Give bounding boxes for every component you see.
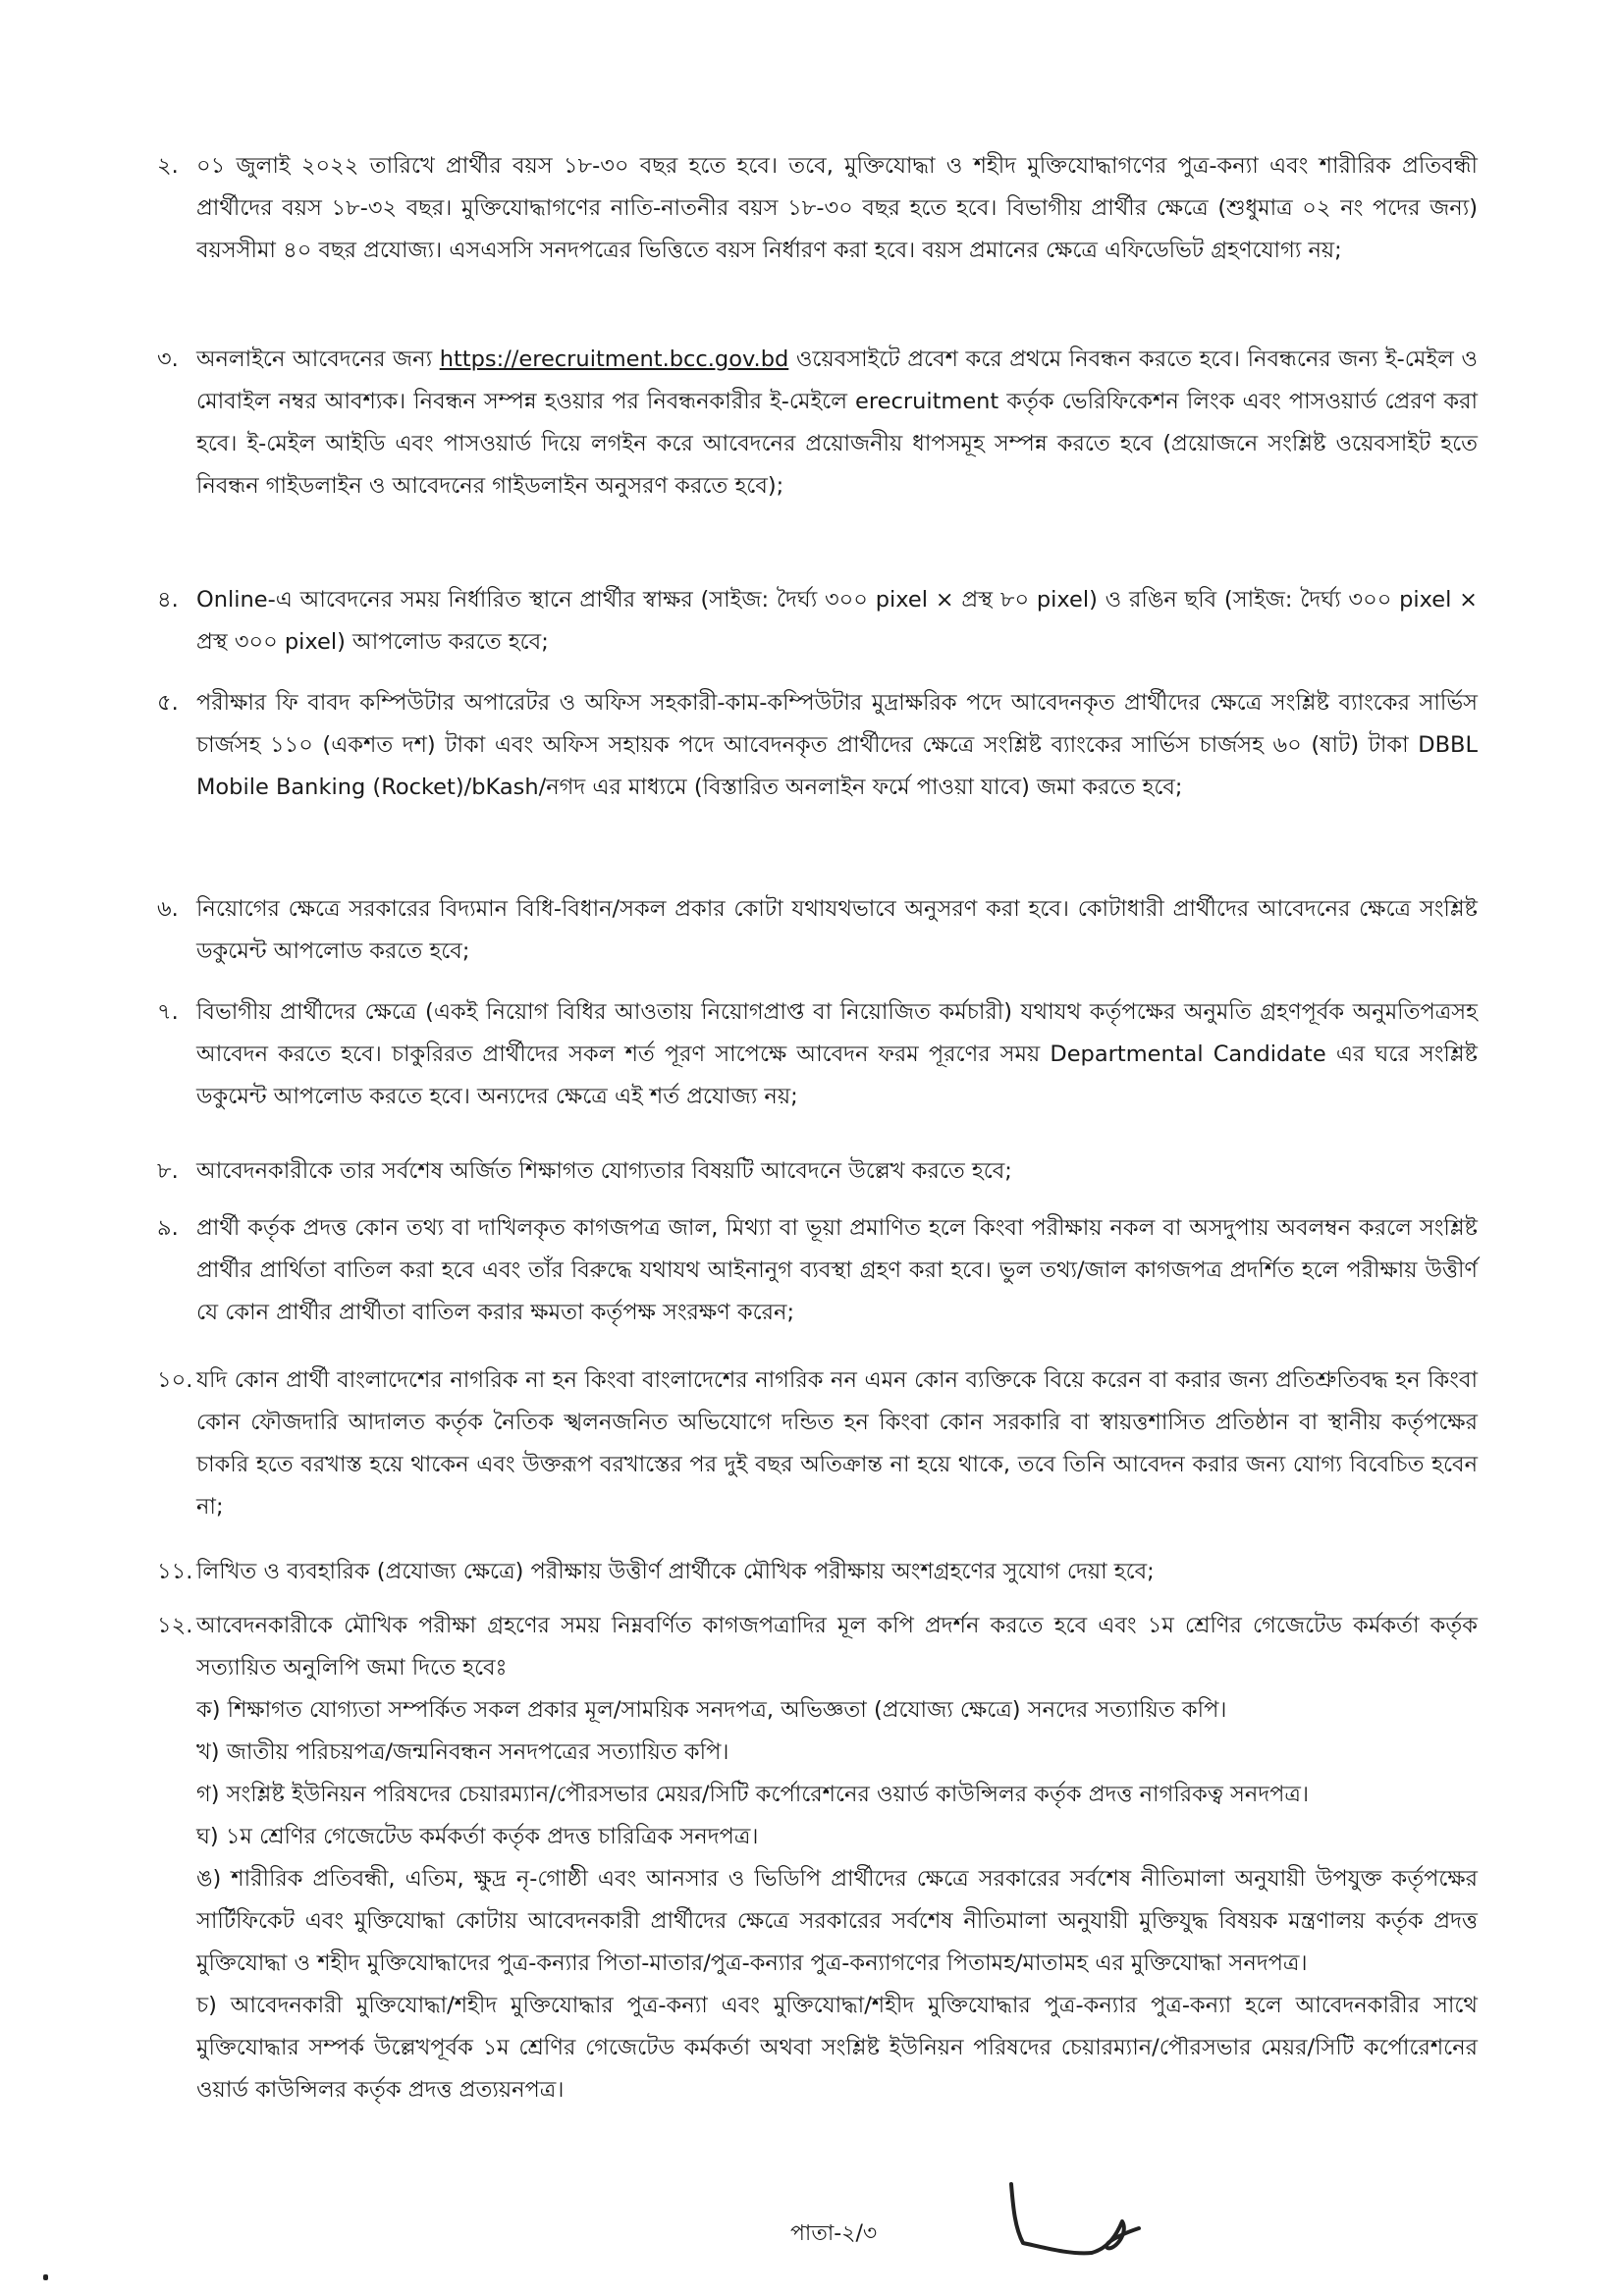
- sub-item-umo: ঙ) শারীরিক প্রতিবন্ধী, এতিম, ক্ষুদ্র নৃ-গোষ্ঠী এবং আনসার ও ভিডিপি প্রার্থীদের ক্ষেত্রে সরকারের সর্বশেষ নীতিমালা অনুযায়ী উপযুক্ত কর্তৃপক্ষের সার্টিফিকেট এবং মুক্তিযোদ্ধা কোটায় আবেদনকারী প্রার্থীদের ক্ষেত্রে সরকারের সর্বশেষ নীতিমালা অনুযায়ী মুক্তিযুদ্ধ বিষয়ক মন্ত্রণালয় কর্তৃক প্রদত্ত মুক্তিযোদ্ধা ও শহীদ মুক্তিযোদ্ধাদের পুত্র-কন্যার পিতা-মাতার/পুত্র-কন্যার পুত্র-কন্যাগণের পিতামহ/মাতামহ এর মুক্তিযোদ্ধা সনদপত্র।: [196, 1866, 1478, 1976]
- item-number: ৬.: [157, 896, 179, 922]
- list-item-9: [157, 1207, 1478, 1334]
- item-text: লিখিত ও ব্যবহারিক (প্রযোজ্য ক্ষেত্রে) পরীক্ষায় উত্তীর্ণ প্রার্থীকে মৌখিক পরীক্ষায় অংশগ্রহণের সুযোগ দেয়া হবে;: [196, 1559, 1155, 1584]
- item-number: ৭.: [157, 999, 179, 1025]
- item-text: [196, 339, 1478, 507]
- list-item-10: [157, 1360, 1478, 1528]
- item-number: ৪.: [157, 587, 179, 613]
- signature-icon: [1001, 2174, 1178, 2263]
- item-text-after-link: ওয়েবসাইটে প্রবেশ করে প্রথমে নিবন্ধন করতে হবে। নিবন্ধনের জন্য ই-মেইল ও মোবাইল নম্বর আবশ্যক। নিবন্ধন সম্পন্ন হওয়ার পর নিবন্ধনকারীর ই-মেইলে erecruitment কর্তৃক ভেরিফিকেশন লিংক এবং পাসওয়ার্ড প্রেরণ করা হবে। ই-মেইল আইডি এবং পাসওয়ার্ড দিয়ে লগইন করে আবেদনের প্রয়োজনীয় ধাপসমূহ সম্পন্ন করতে হবে (প্রয়োজনে সংশ্লিষ্ট ওয়েবসাইট হতে নিবন্ধন গাইডলাইন ও আবেদনের গাইডলাইন অনুসরণ করতে হবে);: [196, 347, 1478, 499]
- sub-item-ga: গ) সংশ্লিষ্ট ইউনিয়ন পরিষদের চেয়ারম্যান/পৌরসভার মেয়র/সিটি কর্পোরেশনের ওয়ার্ড কাউন্সিলর কর্তৃক প্রদত্ত নাগরিকত্ব সনদপত্র।: [196, 1782, 1310, 1807]
- list-item-3: [157, 339, 1478, 507]
- item-number: ৯.: [157, 1215, 179, 1241]
- scan-speck: [43, 2274, 48, 2280]
- item-number: ১২.: [157, 1613, 193, 1638]
- item-text: Online-এ আবেদনের সময় নির্ধারিত স্থানে প্রার্থীর স্বাক্ষর (সাইজ: দৈর্ঘ্য ৩০০ pixel × প্রস্থ ৮০ pixel) ও রঙিন ছবি (সাইজ: দৈর্ঘ্য ৩০০ pixel × প্রস্থ ৩০০ pixel) আপলোড করতে হবে;: [196, 587, 1478, 655]
- item-text: প্রার্থী কর্তৃক প্রদত্ত কোন তথ্য বা দাখিলকৃত কাগজপত্র জাল, মিথ্যা বা ভূয়া প্রমাণিত হলে কিংবা পরীক্ষায় নকল বা অসদুপায় অবলম্বন করলে সংশ্লিষ্ট প্রার্থীর প্রার্থিতা বাতিল করা হবে এবং তাঁর বিরুদ্ধে যথাযথ আইনানুগ ব্যবস্থা গ্রহণ করা হবে। ভুল তথ্য/জাল কাগজপত্র প্রদর্শিত হলে পরীক্ষায় উত্তীর্ণ যে কোন প্রার্থীর প্রার্থীতা বাতিল করার ক্ষমতা কর্তৃপক্ষ সংরক্ষণ করেন;: [196, 1215, 1478, 1325]
- list-item-2: [157, 145, 1478, 272]
- list-item-11: [157, 1551, 1478, 1593]
- item-text-before-link: অনলাইনে আবেদনের জন্য: [196, 347, 440, 372]
- list-item-12: [157, 1605, 1478, 2111]
- sub-item-ka: ক) শিক্ষাগত যোগ্যতা সম্পর্কিত সকল প্রকার মূল/সাময়িক সনদপত্র, অভিজ্ঞতা (প্রযোজ্য ক্ষেত্রে) সনদের সত্যায়িত কপি।: [196, 1697, 1227, 1723]
- list-item-8: [157, 1150, 1478, 1193]
- sub-item-cha: চ) আবেদনকারী মুক্তিযোদ্ধা/শহীদ মুক্তিযোদ্ধার পুত্র-কন্যা এবং মুক্তিযোদ্ধা/শহীদ মুক্তিযোদ্ধার পুত্র-কন্যার পুত্র-কন্যা হলে আবেদনকারীর সাথে মুক্তিযোদ্ধার সম্পর্ক উল্লেখপূর্বক ১ম শ্রেণির গেজেটেড কর্মকর্তা অথবা সংশ্লিষ্ট ইউনিয়ন পরিষদের চেয়ারম্যান/পৌরসভার মেয়র/সিটি কর্পোরেশনের ওয়ার্ড কাউন্সিলর কর্তৃক প্রদত্ত প্রত্যয়নপত্র।: [196, 1993, 1478, 2103]
- list-item-5: [157, 682, 1478, 809]
- item-text: বিভাগীয় প্রার্থীদের ক্ষেত্রে (একই নিয়োগ বিধির আওতায় নিয়োগপ্রাপ্ত বা নিয়োজিত কর্মচারী) যথাযথ কর্তৃপক্ষের অনুমতি গ্রহণপূর্বক অনুমতিপত্রসহ আবেদন করতে হবে। চাকুরিরত প্রার্থীদের সকল শর্ত পূরণ সাপেক্ষে আবেদন ফরম পূরণের সময় Departmental Candidate এর ঘরে সংশ্লিষ্ট ডকুমেন্ট আপলোড করতে হবে। অন্যদের ক্ষেত্রে এই শর্ত প্রযোজ্য নয়;: [196, 999, 1478, 1109]
- item-text: ০১ জুলাই ২০২২ তারিখে প্রার্থীর বয়স ১৮-৩০ বছর হতে হবে। তবে, মুক্তিযোদ্ধা ও শহীদ মুক্তিযোদ্ধাগণের পুত্র-কন্যা এবং শারীরিক প্রতিবন্ধী প্রার্থীদের বয়স ১৮-৩২ বছর। মুক্তিযোদ্ধাগণের নাতি-নাতনীর বয়স ১৮-৩০ বছর হতে হবে। বিভাগীয় প্রার্থীর ক্ষেত্রে (শুধুমাত্র ০২ নং পদের জন্য) বয়সসীমা ৪০ বছর প্রযোজ্য। এসএসসি সনদপত্রের ভিত্তিতে বয়স নির্ধারণ করা হবে। বয়স প্রমানের ক্ষেত্রে এফিডেভিট গ্রহণযোগ্য নয়;: [196, 153, 1478, 263]
- item-number: ৫.: [157, 690, 179, 716]
- sub-item-gha: ঘ) ১ম শ্রেণির গেজেটেড কর্মকর্তা কর্তৃক প্রদত্ত চারিত্রিক সনদপত্র।: [196, 1824, 759, 1849]
- item-text: নিয়োগের ক্ষেত্রে সরকারের বিদ্যমান বিধি-বিধান/সকল প্রকার কোটা যথাযথভাবে অনুসরণ করা হবে। কোটাধারী প্রার্থীদের আবেদনের ক্ষেত্রে সংশ্লিষ্ট ডকুমেন্ট আপলোড করতে হবে;: [196, 896, 1478, 964]
- item-text: যদি কোন প্রার্থী বাংলাদেশের নাগরিক না হন কিংবা বাংলাদেশের নাগরিক নন এমন কোন ব্যক্তিকে বিয়ে করেন বা করার জন্য প্রতিশ্রুতিবদ্ধ হন কিংবা কোন ফৌজদারি আদালত কর্তৃক নৈতিক স্খলনজনিত অভিযোগে দন্ডিত হন কিংবা কোন সরকারি বা স্বায়ত্তশাসিত প্রতিষ্ঠান বা স্থানীয় কর্তৃপক্ষের চাকরি হতে বরখাস্ত হয়ে থাকেন এবং উক্তরূপ বরখাস্তের পর দুই বছর অতিক্রান্ত না হয়ে থাকে, তবে তিনি আবেদন করার জন্য যোগ্য বিবেচিত হবেন না;: [196, 1367, 1478, 1520]
- item-number: ১১.: [157, 1559, 193, 1584]
- item-number: ৩.: [157, 347, 179, 372]
- item-text: [196, 1605, 1478, 2111]
- page-number: পাতা-২/৩: [790, 2221, 878, 2246]
- item-number: ২.: [157, 153, 179, 179]
- website-link[interactable]: https://erecruitment.bcc.gov.bd: [439, 347, 789, 372]
- list-item-6: [157, 888, 1478, 973]
- sub-item-kha: খ) জাতীয় পরিচয়পত্র/জন্মনিবন্ধন সনদপত্রের সত্যায়িত কপি।: [196, 1739, 729, 1765]
- item-number: ১০.: [157, 1367, 193, 1393]
- item-number: ৮.: [157, 1158, 179, 1184]
- list-item-4: [157, 579, 1478, 664]
- list-item-7: [157, 991, 1478, 1118]
- item-intro: আবেদনকারীকে মৌখিক পরীক্ষা গ্রহণের সময় নিম্নবর্ণিত কাগজপত্রাদির মূল কপি প্রদর্শন করতে হবে এবং ১ম শ্রেণির গেজেটেড কর্মকর্তা কর্তৃক সত্যায়িত অনুলিপি জমা দিতে হবেঃ: [196, 1613, 1478, 1681]
- item-text: আবেদনকারীকে তার সর্বশেষ অর্জিত শিক্ষাগত যোগ্যতার বিষয়টি আবেদনে উল্লেখ করতে হবে;: [196, 1158, 1012, 1184]
- item-text: পরীক্ষার ফি বাবদ কম্পিউটার অপারেটর ও অফিস সহকারী-কাম-কম্পিউটার মুদ্রাক্ষরিক পদে আবেদনকৃত প্রার্থীদের ক্ষেত্রে সংশ্লিষ্ট ব্যাংকের সার্ভিস চার্জসহ ১১০ (একশত দশ) টাকা এবং অফিস সহায়ক পদে আবেদনকৃত প্রার্থীদের ক্ষেত্রে সংশ্লিষ্ট ব্যাংকের সার্ভিস চার্জসহ ৬০ (ষাট) টাকা DBBL Mobile Banking (Rocket)/bKash/নগদ এর মাধ্যমে (বিস্তারিত অনলাইন ফর্মে পাওয়া যাবে) জমা করতে হবে;: [196, 690, 1478, 800]
